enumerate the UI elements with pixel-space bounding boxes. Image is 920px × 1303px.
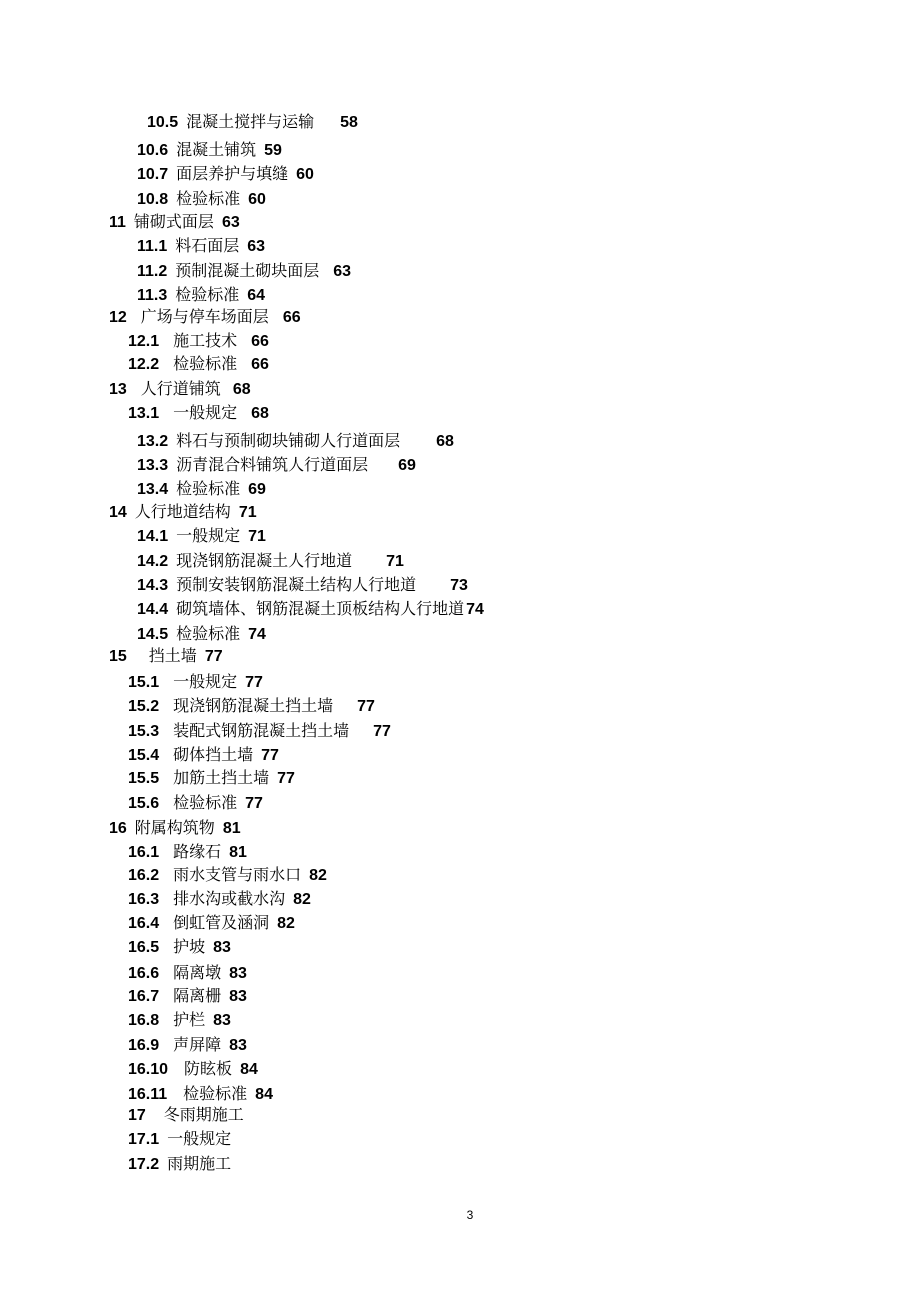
toc-section-title: 一般规定: [167, 1129, 232, 1148]
toc-section-number: 10.7: [137, 166, 169, 183]
toc-page-number: 71: [386, 553, 404, 570]
toc-entry: [128, 1152, 231, 1176]
toc-page-number: 77: [245, 674, 263, 691]
toc-page-number: 81: [222, 820, 241, 837]
toc-section-number: 16.4: [128, 915, 160, 932]
toc-page-number: 83: [229, 1037, 247, 1054]
toc-entry: [128, 1008, 231, 1032]
toc-page-number: 63: [221, 214, 240, 231]
toc-section-number: 12.1: [128, 333, 160, 350]
toc-entry: [128, 911, 295, 935]
toc-section-number: 17.1: [128, 1131, 160, 1148]
toc-section-title: 混凝土搅拌与运输: [186, 112, 315, 131]
toc-page-number: 84: [255, 1086, 273, 1103]
toc-section-number: 16.3: [128, 891, 160, 908]
toc-entry: [137, 524, 266, 548]
toc-section-title: 预制混凝土砌块面层: [175, 261, 320, 280]
toc-section-number: 16.6: [128, 965, 160, 982]
toc-section-number: 14.4: [137, 601, 169, 618]
toc-section-number: 16.8: [128, 1012, 160, 1029]
toc-section-title: 铺砌式面层: [133, 212, 214, 231]
toc-section-number: 14: [109, 504, 127, 521]
toc-page-number: 68: [436, 433, 454, 450]
toc-page-number: 84: [240, 1061, 258, 1078]
toc-section-title: 倒虹管及涵洞: [173, 913, 270, 932]
toc-section-title: 一般规定: [176, 526, 241, 545]
toc-entry: [137, 549, 404, 573]
toc-section-title: 施工技术: [173, 331, 238, 350]
toc-entry: [128, 791, 263, 815]
toc-section-title: 护栏: [173, 1010, 206, 1029]
toc-section-number: 16.11: [128, 1086, 168, 1103]
toc-page-number: 66: [251, 356, 269, 373]
toc-page-number: 71: [238, 504, 257, 521]
toc-page-number: 59: [264, 142, 282, 159]
toc-entry: [128, 1033, 247, 1057]
toc-entry: [137, 429, 454, 453]
toc-section-title: 防眩板: [184, 1059, 233, 1078]
toc-entry: [137, 597, 484, 621]
toc-section-number: 11.1: [137, 238, 168, 255]
toc-section-title: 料石面层: [175, 236, 240, 255]
toc-section-number: 12.2: [128, 356, 160, 373]
toc-page-number: 64: [247, 287, 266, 304]
toc-section-title: 沥青混合料铺筑人行道面层: [176, 455, 369, 474]
toc-section-number: 15.5: [128, 770, 160, 787]
toc-section-title: 砌体挡土墙: [173, 745, 254, 764]
toc-section-title: 预制安装钢筋混凝土结构人行地道: [176, 575, 417, 594]
toc-entry: [128, 1103, 244, 1127]
toc-section-title: 现浇钢筋混凝土挡土墙: [173, 696, 334, 715]
toc-entry: [128, 961, 247, 985]
toc-entry: [109, 210, 240, 234]
toc-section-number: 16.1: [128, 844, 160, 861]
toc-entry: [128, 1127, 231, 1151]
toc-entry: [128, 1057, 258, 1081]
toc-section-number: 16.7: [128, 988, 160, 1005]
toc-section-number: 14.2: [137, 553, 169, 570]
toc-page-number: 83: [229, 965, 247, 982]
toc-page-number: 82: [293, 891, 311, 908]
toc-page-number: 82: [309, 867, 327, 884]
toc-section-number: 13.2: [137, 433, 169, 450]
toc-page-number: 77: [357, 698, 375, 715]
toc-section-title: 挡土墙: [148, 646, 197, 665]
toc-section-number: 16.9: [128, 1037, 160, 1054]
toc-section-title: 检验标准: [176, 479, 241, 498]
toc-page-number: 66: [251, 333, 269, 350]
toc-section-number: 11.3: [137, 287, 168, 304]
toc-section-number: 16.2: [128, 867, 160, 884]
toc-section-number: 15.3: [128, 723, 160, 740]
toc-section-title: 一般规定: [173, 672, 238, 691]
toc-entry: [128, 984, 247, 1008]
toc-entry: [137, 138, 282, 162]
toc-section-title: 料石与预制砌块铺砌人行道面层: [176, 431, 401, 450]
toc-entry: [137, 187, 266, 211]
toc-section-number: 16: [109, 820, 127, 837]
toc-section-number: 15.6: [128, 795, 160, 812]
toc-page-number: 58: [340, 114, 358, 131]
toc-section-title: 检验标准: [173, 793, 238, 812]
toc-page-number: 60: [248, 191, 266, 208]
toc-entry: [137, 283, 265, 307]
toc-page-number: 77: [373, 723, 391, 740]
toc-section-number: 15.4: [128, 747, 160, 764]
toc-section-number: 11: [109, 214, 126, 231]
toc-section-number: 13.4: [137, 481, 169, 498]
toc-entry: [109, 305, 301, 329]
toc-section-title: 路缘石: [173, 842, 222, 861]
toc-entry: [137, 259, 351, 283]
toc-section-title: 护坡: [173, 937, 206, 956]
toc-section-number: 16.10: [128, 1061, 169, 1078]
toc-entry: [137, 477, 266, 501]
toc-entry: [137, 453, 416, 477]
toc-page-number: 63: [247, 238, 266, 255]
toc-page-number: 60: [296, 166, 314, 183]
toc-section-title: 检验标准: [173, 354, 238, 373]
toc-page-number: 81: [229, 844, 247, 861]
toc-section-title: 排水沟或截水沟: [173, 889, 286, 908]
toc-entry: [109, 377, 251, 401]
toc-section-number: 14.3: [137, 577, 169, 594]
toc-page-number: 66: [282, 309, 301, 326]
toc-section-title: 检验标准: [176, 624, 241, 643]
toc-section-number: 14.5: [137, 626, 169, 643]
toc-page-number: 74: [248, 626, 266, 643]
toc-section-number: 10.5: [147, 114, 179, 131]
toc-section-number: 13.3: [137, 457, 169, 474]
toc-section-title: 人行地道结构: [134, 502, 231, 521]
toc-section-number: 10.8: [137, 191, 169, 208]
toc-section-number: 15.2: [128, 698, 160, 715]
toc-page-number: 77: [245, 795, 263, 812]
toc-section-title: 雨期施工: [167, 1154, 232, 1173]
toc-section-number: 17: [128, 1107, 146, 1124]
toc-entry: [128, 352, 269, 376]
toc-page-number: 71: [248, 528, 266, 545]
toc-entry: [128, 329, 269, 353]
toc-page-number: 74: [466, 601, 484, 618]
toc-page-number: 83: [229, 988, 247, 1005]
toc-section-title: 雨水支管与雨水口: [173, 865, 302, 884]
toc-page-number: 69: [248, 481, 266, 498]
toc-section-title: 检验标准: [175, 285, 240, 304]
toc-entry: [137, 622, 266, 646]
toc-section-title: 附属构筑物: [134, 818, 215, 837]
toc-section-number: 13.1: [128, 405, 160, 422]
toc-section-title: 装配式钢筋混凝土挡土墙: [173, 721, 350, 740]
toc-section-title: 面层养护与填缝: [176, 164, 289, 183]
toc-page-number: 68: [232, 381, 251, 398]
toc-section-number: 10.6: [137, 142, 169, 159]
toc-section-number: 14.1: [137, 528, 169, 545]
toc-section-title: 人行道铺筑: [140, 379, 221, 398]
toc-entry: [128, 863, 327, 887]
toc-entry: [128, 694, 375, 718]
toc-entry: [137, 573, 468, 597]
toc-section-number: 16.5: [128, 939, 160, 956]
toc-entry: [109, 644, 223, 668]
toc-section-number: 13: [109, 381, 127, 398]
toc-section-number: 12: [109, 309, 127, 326]
toc-section-title: 隔离墩: [173, 963, 222, 982]
toc-section-title: 一般规定: [173, 403, 238, 422]
toc-section-title: 混凝土铺筑: [176, 140, 257, 159]
toc-section-number: 17.2: [128, 1156, 160, 1173]
toc-page-number: 82: [277, 915, 295, 932]
toc-section-title: 广场与停车场面层: [140, 307, 269, 326]
toc-entry: [128, 719, 391, 743]
toc-entry: [147, 110, 358, 134]
toc-entry: [128, 401, 269, 425]
toc-page-number: 83: [213, 939, 231, 956]
toc-section-title: 隔离栅: [173, 986, 222, 1005]
toc-entry: [109, 500, 257, 524]
toc-page-number: 69: [398, 457, 416, 474]
toc-entry: [137, 162, 314, 186]
page-number: 3: [466, 1208, 474, 1222]
toc-section-number: 11.2: [137, 263, 168, 280]
toc-page-number: 77: [277, 770, 295, 787]
toc-entry: [128, 935, 231, 959]
toc-section-number: 15.1: [128, 674, 160, 691]
toc-section-title: 冬雨期施工: [163, 1105, 244, 1124]
toc-entry: [128, 840, 247, 864]
toc-page-number: 73: [450, 577, 468, 594]
toc-page-number: 77: [261, 747, 279, 764]
toc-page-number: 77: [204, 648, 223, 665]
toc-page-number: 63: [333, 263, 352, 280]
toc-entry: [128, 887, 311, 911]
toc-page-number: 68: [251, 405, 269, 422]
toc-section-title: 砌筑墙体、钢筋混凝土顶板结构人行地道: [176, 599, 465, 618]
toc-page-number: 83: [213, 1012, 231, 1029]
toc-entry: [128, 743, 279, 767]
toc-section-title: 现浇钢筋混凝土人行地道: [176, 551, 353, 570]
toc-entry: [137, 234, 265, 258]
toc-section-title: 声屏障: [173, 1035, 222, 1054]
toc-entry: [128, 670, 263, 694]
toc-section-title: 检验标准: [183, 1084, 248, 1103]
toc-section-title: 加筋土挡土墙: [173, 768, 270, 787]
toc-section-title: 检验标准: [176, 189, 241, 208]
toc-section-number: 15: [109, 648, 127, 665]
toc-entry: [109, 816, 241, 840]
toc-entry: [128, 766, 295, 790]
